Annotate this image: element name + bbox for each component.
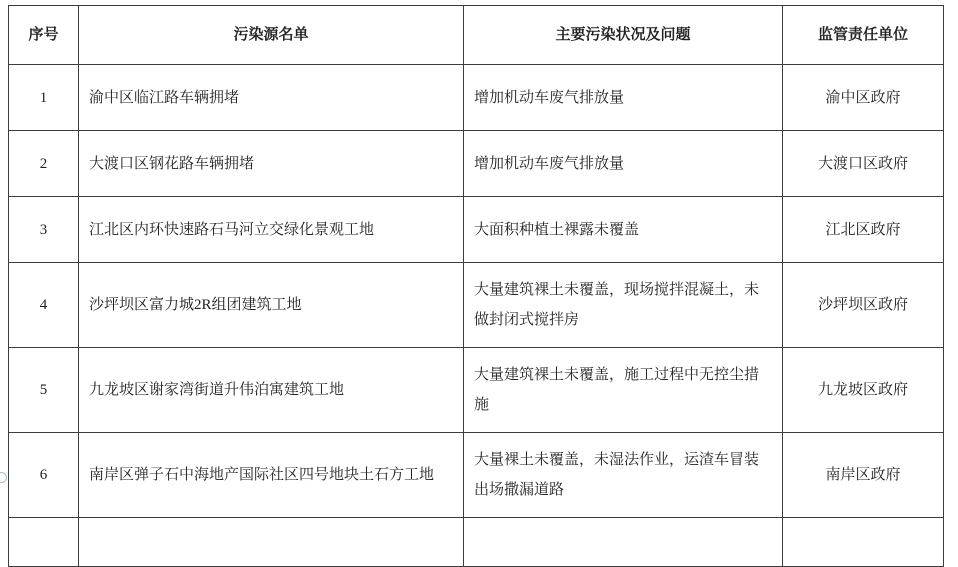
header-problem: 主要污染状况及问题 [464,6,783,65]
responsible-unit: 大渡口区政府 [783,131,944,197]
header-unit: 监管责任单位 [783,6,944,65]
pollution-source: 南岸区弹子石中海地产国际社区四号地块土石方工地 [79,433,464,518]
table-row [9,433,944,518]
row-number: 1 [9,65,79,131]
pollution-problem: 大量裸土未覆盖，未湿法作业，运渣车冒装出场撒漏道路 [464,433,783,518]
table-row [9,131,944,197]
table-row [9,197,944,263]
row-number: 2 [9,131,79,197]
pollution-source-table-wrap [8,5,943,567]
table-row [9,263,944,348]
row-number [9,518,79,567]
row-number: 6 [9,433,79,518]
responsible-unit: 九龙坡区政府 [783,348,944,433]
header-source: 污染源名单 [79,6,464,65]
responsible-unit: 沙坪坝区政府 [783,263,944,348]
pollution-source [79,518,464,567]
pollution-source: 沙坪坝区富力城2R组团建筑工地 [79,263,464,348]
pollution-problem [464,518,783,567]
pollution-problem: 大面积种植土裸露未覆盖 [464,197,783,263]
pollution-problem: 增加机动车废气排放量 [464,131,783,197]
table-row-partial [9,518,944,567]
header-no: 序号 [9,6,79,65]
row-number: 5 [9,348,79,433]
pollution-source-table [8,5,944,567]
row-number: 3 [9,197,79,263]
edge-artifact-circle [0,472,7,483]
responsible-unit: 南岸区政府 [783,433,944,518]
responsible-unit [783,518,944,567]
row-number: 4 [9,263,79,348]
pollution-problem: 增加机动车废气排放量 [464,65,783,131]
pollution-problem: 大量建筑裸土未覆盖，施工过程中无控尘措施 [464,348,783,433]
responsible-unit: 江北区政府 [783,197,944,263]
responsible-unit: 渝中区政府 [783,65,944,131]
pollution-source: 江北区内环快速路石马河立交绿化景观工地 [79,197,464,263]
pollution-source: 渝中区临江路车辆拥堵 [79,65,464,131]
pollution-source: 大渡口区钢花路车辆拥堵 [79,131,464,197]
header-row [9,6,944,65]
pollution-source: 九龙坡区谢家湾街道升伟泊寓建筑工地 [79,348,464,433]
table-row [9,65,944,131]
pollution-problem: 大量建筑裸土未覆盖，现场搅拌混凝土，未做封闭式搅拌房 [464,263,783,348]
table-row [9,348,944,433]
